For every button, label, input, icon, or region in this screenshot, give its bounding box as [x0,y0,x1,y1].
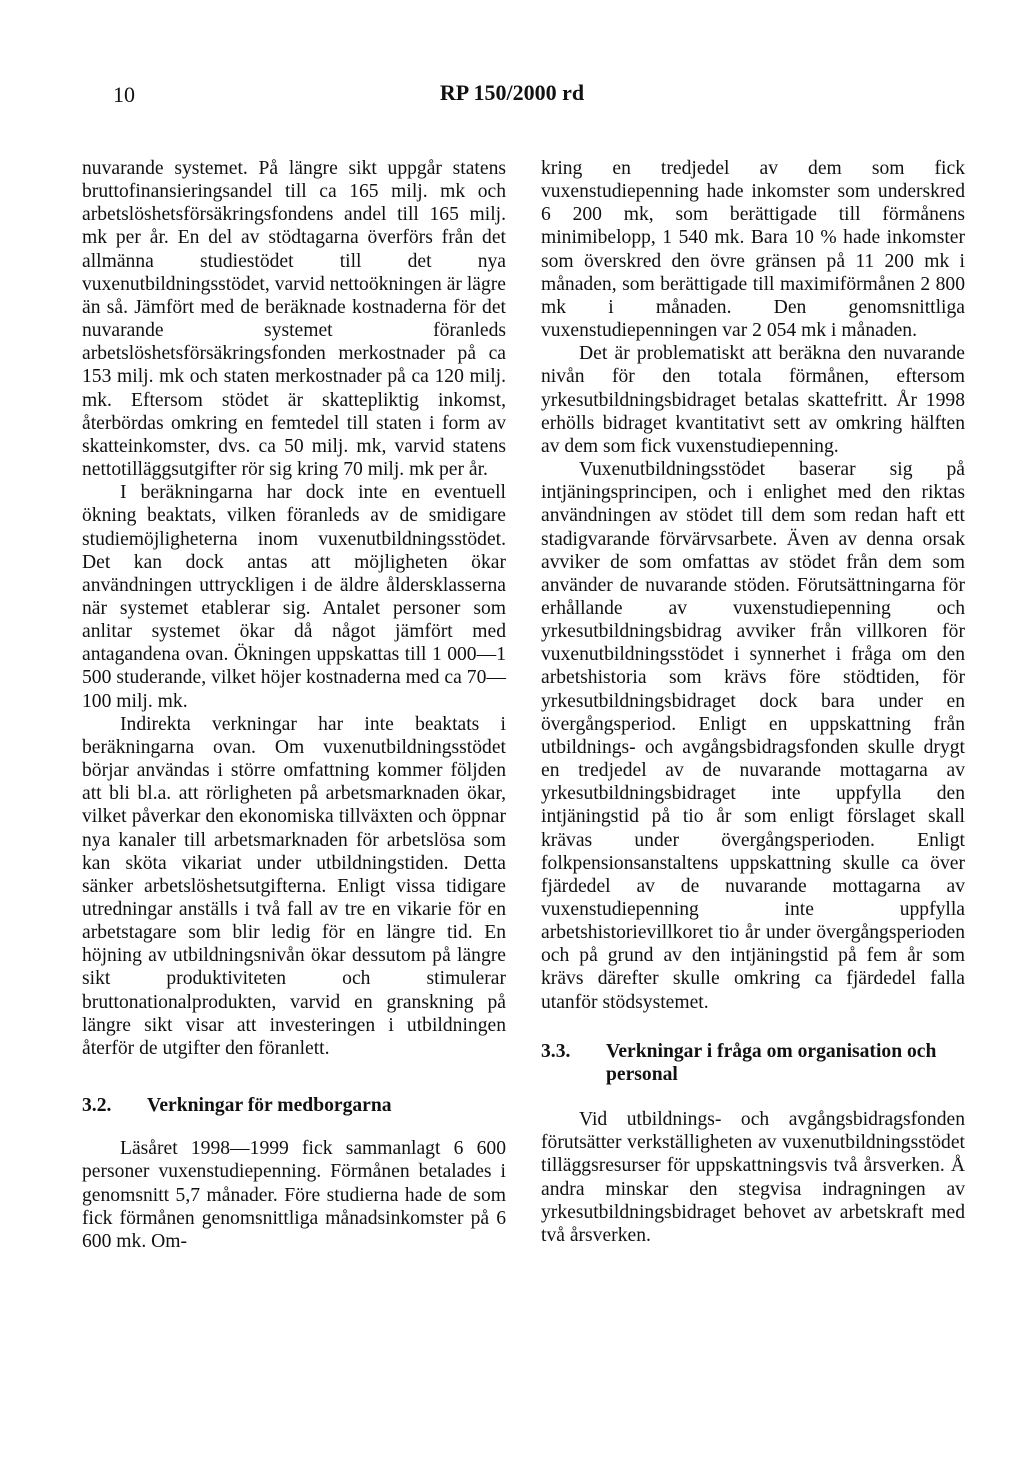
paragraph: nuvarande systemet. På längre sikt uppgår statens bruttofinansieringsandel till ca 165 milj. mk och arbetslöshetsförsäkringsfondens andel till 165 milj. mk per år. En del av stödtagarna överförs från det allmänna studiestödet till det nya vuxenutbildningsstödet, varvid nettoökningen är lägre än så. Jämfört med de beräknade kostnaderna för det nuvarande systemet föranleds arbetslöshetsförsäkringsfonden merkostnader på ca 153 milj. mk och staten merkostnader på ca 120 milj. mk. Eftersom stödet är skattepliktig inkomst, återbördas omkring en femtedel till staten i form av skatteinkomster, dvs. ca 50 milj. mk, varvid statens nettotilläggsutgifter rör sig kring 70 milj. mk per år. [82,158,506,481]
section-heading-3-3 [541,1040,965,1086]
paragraph: Indirekta verkningar har inte beaktats i beräkningarna ovan. Om vuxenutbildningsstödet börjar användas i större omfattning kommer följden att bli bl.a. att rörligheten på arbetsmarknaden ökar, vilket påverkar den ekonomiska tillväxten och öppnar nya kanaler till arbetsmarknaden för arbetslösa som kan sköta vikariat under utbildningstiden. Detta sänker arbetslöshetsutgifterna. Enligt vissa tidigare utredningar anställs i två fall av tre en vikarie för en arbetstagare som blir ledig för en längre tid. En höjning av utbildningsnivån ökar dessutom på längre sikt produktiviteten och stimulerar bruttonationalprodukten, varvid en granskning på längre sikt visar att investeringen i utbildningen återför de utgifter den föranlett. [82,713,506,1059]
section-number: 3.3. [541,1040,571,1062]
paragraph: Vuxenutbildningsstödet baserar sig på intjäningsprincipen, och i enlighet med den riktas användningen av stödet till dem som redan haft ett stadigvarande förvärvsarbete. Även av denna orsak avviker de som omfattas av stödet från dem som använder de nuvarande stöden. Förutsättningarna för erhållande av vuxenstudiepenning och yrkesutbildningsbidrag avviker från villkoren för vuxenutbildningsstödet i synnerhet i fråga om den arbetshistoria som krävs före stödtiden, för yrkesutbildningsbidraget dock bara under en övergångsperiod. Enligt en uppskattning från utbildnings- och avgångsbidragsfonden skulle drygt en tredjedel av de nuvarande mottagarna av yrkesutbildningsbidraget inte uppfylla den intjäningstid på tio år som enligt förslaget skall krävas under övergångsperioden. Enligt folkpensionsanstaltens uppskattning skulle ca över fjärdedel av de nuvarande mottagarna av vuxenstudiepenning inte uppfylla arbetshistorievillkoret tio år under övergångsperioden och på grund av den intjäningstid på fem år som krävs därefter skulle omkring ca fjärdedel falla utanför stödsystemet. [541,459,965,1013]
section-number: 3.2. [82,1095,112,1117]
section-title: Verkningar i fråga om organisation och personal [606,1040,937,1085]
section-title: Verkningar för medborgarna [147,1095,392,1117]
paragraph: I beräkningarna har dock inte en eventuell ökning beaktats, vilken föranleds av de smidigare studiemöjligheterna inom vuxenutbildningsstödet. Det kan dock antas att möjligheten ökar användningen uttryckligen i de äldre åldersklasserna när systemet etablerar sig. Antalet personer som anlitar systemet ökar då något jämfört med antagandena ovan. Ökningen uppskattas till 1 000—1 500 studerande, vilket höjer kostnaderna med ca 70—100 milj. mk. [82,482,506,712]
paragraph: Det är problematiskt att beräkna den nuvarande nivån för den totala förmånen, eftersom yrkesutbildningsbidraget betalas skattefritt. År 1998 erhölls bidraget kvantitativt sett av omkring hälften av dem som fick vuxenstudiepenning. [541,343,965,457]
page-number: 10 [113,82,135,107]
right-column [541,157,965,1247]
left-column [82,157,506,1253]
paragraph: Vid utbildnings- och avgångsbidragsfonden förutsätter verkställigheten av vuxenutbildningsstödet tilläggsresurser för uppskattningsvis två årsverken. Å andra minskar den stegvisa indragningen av yrkesutbildningsbidraget behovet av arbetskraft med två årsverken. [541,1109,965,1246]
section-heading-3-2 [82,1094,506,1117]
paragraph: Läsåret 1998—1999 fick sammanlagt 6 600 personer vuxenstudiepenning. Förmånen betalades i genomsnitt 5,7 månader. Före studierna hade de som fick förmånen genomsnittliga månadsinkomster på 6 600 mk. Om- [82,1138,506,1252]
paragraph: kring en tredjedel av dem som fick vuxenstudiepenning hade inkomster som underskred 6 200 mk, som berättigade till förmånens minimibelopp, 1 540 mk. Bara 10 % hade inkomster som överskred den övre gränsen på 11 200 mk i månaden, som berättigade till maximiförmånen 2 800 mk i månaden. Den genomsnittliga vuxenstudiepenningen var 2 054 mk i månaden. [541,158,965,342]
running-title: RP 150/2000 rd [439,80,585,105]
